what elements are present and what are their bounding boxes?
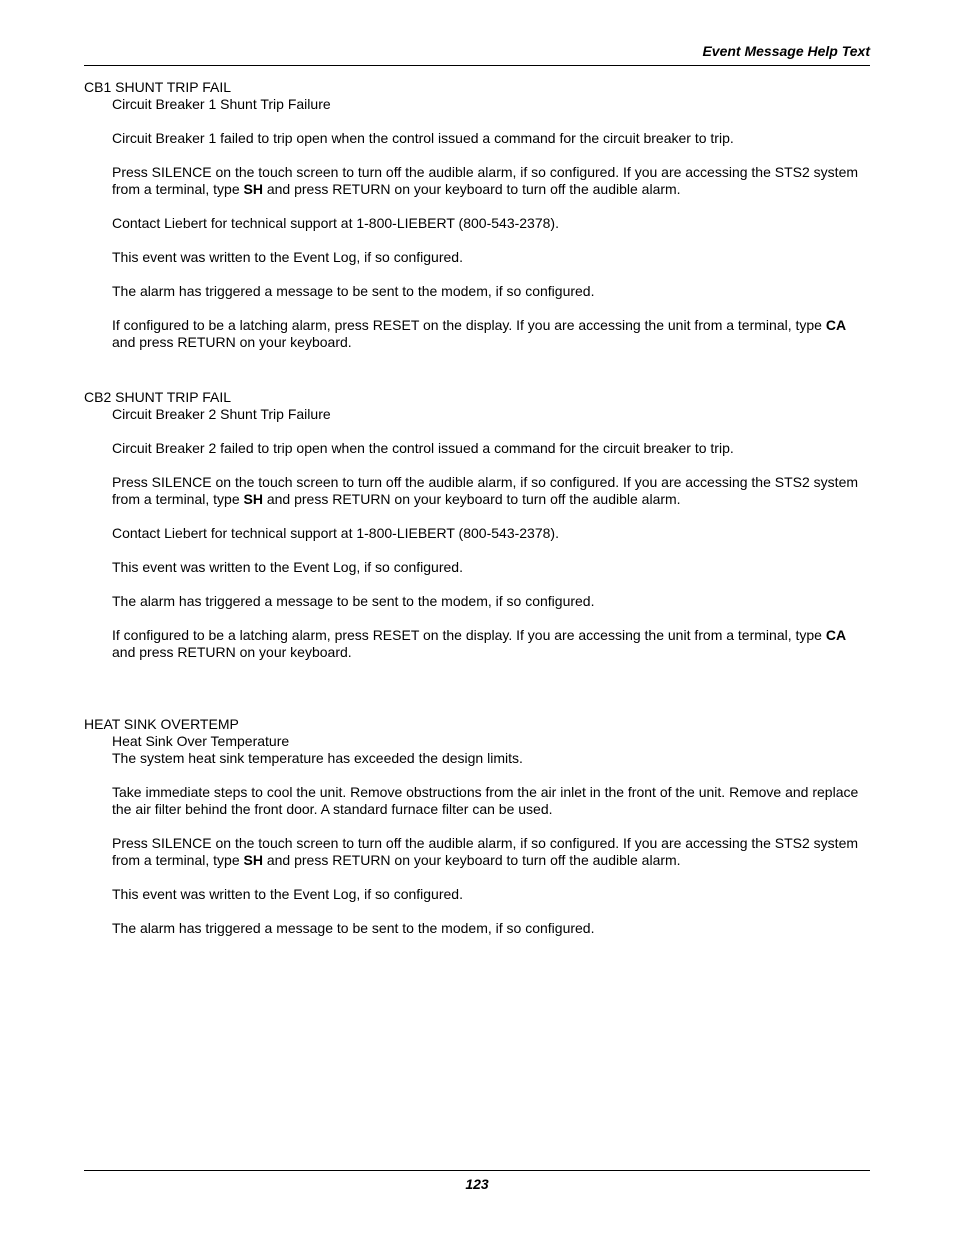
event-description: Circuit Breaker 1 failed to trip open when the control issued a command for the circuit breaker to trip. (112, 130, 734, 146)
text-run: Press SILENCE on the touch screen to turn off the audible alarm, if so configured. If you are accessing the STS2 system from a terminal, type (112, 835, 859, 868)
support-contact: Contact Liebert for technical support at 1-800-LIEBERT (800-543-2378). (112, 215, 559, 231)
text-run: and press RETURN on your keyboard. (112, 334, 352, 350)
text-run: If configured to be a latching alarm, press RESET on the display. If you are accessing the unit from a terminal, type (112, 627, 826, 643)
text-run: Press SILENCE on the touch screen to turn off the audible alarm, if so configured. If you are accessing the STS2 system from a terminal, type (112, 164, 859, 197)
header-rule (84, 65, 870, 66)
text-run: Press SILENCE on the touch screen to turn off the audible alarm, if so configured. If you are accessing the STS2 system from a terminal, type (112, 474, 859, 507)
event-cb2-shunt-trip-fail (84, 389, 870, 661)
event-body (84, 96, 870, 351)
event-code: CB2 SHUNT TRIP FAIL (84, 389, 232, 405)
command-code: CA (825, 317, 847, 333)
text-run: and press RETURN on your keyboard to turn off the audible alarm. (262, 852, 681, 868)
event-log-note: This event was written to the Event Log, if so configured. (112, 249, 463, 265)
text-run: If configured to be a latching alarm, press RESET on the display. If you are accessing the unit from a terminal, type (112, 317, 826, 333)
command-code: SH (243, 181, 263, 197)
modem-note: The alarm has triggered a message to be sent to the modem, if so configured. (112, 283, 595, 299)
footer-rule (84, 1170, 870, 1171)
spacer (84, 368, 870, 389)
event-body (84, 406, 870, 661)
text-run: and press RETURN on your keyboard to turn off the audible alarm. (262, 181, 681, 197)
event-heat-sink-overtemp (84, 716, 870, 937)
modem-note: The alarm has triggered a message to be sent to the modem, if so configured. (112, 920, 595, 936)
event-body (84, 733, 870, 937)
support-contact: Contact Liebert for technical support at 1-800-LIEBERT (800-543-2378). (112, 525, 559, 541)
command-code: CA (825, 627, 847, 643)
event-cb1-shunt-trip-fail (84, 79, 870, 351)
cooling-instructions: Take immediate steps to cool the unit. Remove obstructions from the air inlet in the front of the unit. Remove and replace the air filter behind the front door. A standard furnace filter can be used. (112, 784, 859, 817)
modem-note: The alarm has triggered a message to be sent to the modem, if so configured. (112, 593, 595, 609)
spacer (84, 678, 870, 716)
event-name: Circuit Breaker 2 Shunt Trip Failure (112, 406, 331, 422)
event-description: The system heat sink temperature has exceeded the design limits. (112, 750, 523, 766)
command-code: SH (243, 852, 263, 868)
event-log-note: This event was written to the Event Log, if so configured. (112, 886, 463, 902)
event-code: HEAT SINK OVERTEMP (84, 716, 239, 732)
silence-instructions (112, 474, 870, 508)
reset-instructions (112, 317, 870, 351)
event-description: Circuit Breaker 2 failed to trip open when the control issued a command for the circuit breaker to trip. (112, 440, 734, 456)
page-number: 123 (465, 1176, 489, 1192)
page-content (84, 79, 870, 954)
reset-instructions (112, 627, 870, 661)
silence-instructions (112, 164, 870, 198)
event-code: CB1 SHUNT TRIP FAIL (84, 79, 232, 95)
event-name: Circuit Breaker 1 Shunt Trip Failure (112, 96, 331, 112)
event-log-note: This event was written to the Event Log, if so configured. (112, 559, 463, 575)
page-header-title: Event Message Help Text (702, 43, 870, 59)
text-run: and press RETURN on your keyboard to turn off the audible alarm. (262, 491, 681, 507)
event-name: Heat Sink Over Temperature (112, 733, 290, 749)
text-run: and press RETURN on your keyboard. (112, 644, 352, 660)
silence-instructions (112, 835, 870, 869)
command-code: SH (243, 491, 263, 507)
